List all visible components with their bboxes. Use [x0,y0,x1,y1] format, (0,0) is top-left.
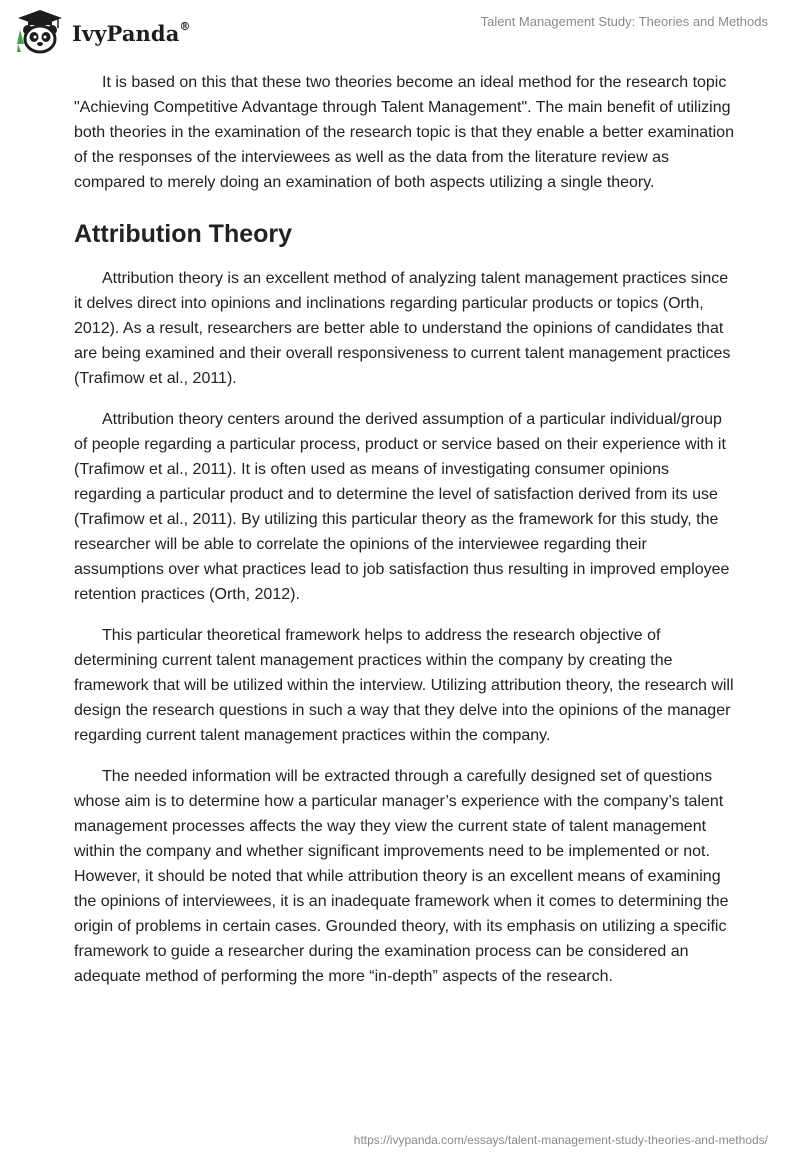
paragraph-intro: It is based on this that these two theories become an ideal method for the research topic "Achieving Competitive Advantage through Talent Management". The main benefit of utilizing both theories in the examination of the research topic is that they enable a better examination of the responses of the interviewees as well as the data from the literature review as compared to merely doing an examination of both aspects utilizing a single theory. [74,74,734,191]
section-heading-attribution-theory: Attribution Theory [74,220,293,248]
source-url[interactable]: https://ivypanda.com/essays/talent-management-study-theories-and-methods/ [353,1133,768,1147]
paragraph: Attribution theory is an excellent method of analyzing talent management practices since it delves direct into opinions and inclinations regarding particular products or topics (Orth, 2012). As a result, researchers are better able to understand the opinions of candidates that are being examined and their overall responsiveness to current talent management practices (Trafimow et al., 2011). [74,270,731,387]
document-title: Talent Management Study: Theories and Methods [480,14,768,29]
ivypanda-logo[interactable] [14,8,191,56]
paragraph: Attribution theory centers around the derived assumption of a particular individual/group of people regarding a particular process, product or service based on their experience with it (Trafimow et al., 2011). It is often used as means of investigating consumer opinions regarding a particular product and to determine the level of satisfaction derived from its use (Trafimow et al., 2011). By utilizing this particular theory as the framework for this study, the researcher will be able to correlate the opinions of the interviewee regarding their assumptions over what practices lead to job satisfaction thus resulting in improved employee retention practices (Orth, 2012). [74,411,730,603]
registered-mark: ® [179,19,191,33]
page-header [0,0,800,60]
brand-name: IvyPanda® [72,19,191,46]
paragraph: The needed information will be extracted through a carefully designed set of questions whose aim is to determine how a particular manager’s experience with the company’s talent management processes affects the way they view the current state of talent management within the company and whether significant improvements need to be implemented or not. However, it should be noted that while attribution theory is an excellent means of examining the opinions of interviewees, it is an inadequate framework when it comes to determining the origin of problems in certain cases. Grounded theory, with its emphasis on utilizing a specific framework to guide a researcher during the examination process can be considered an adequate method of performing the more “in-depth” aspects of the research. [74,768,729,985]
panda-graduate-icon [14,8,66,56]
essay-content [74,70,734,1005]
paragraph: This particular theoretical framework helps to address the research objective of determining current talent management practices within the company by creating the framework that will be utilized within the interview. Utilizing attribution theory, the research will design the research questions in such a way that they delve into the opinions of the manager regarding current talent management practices within the company. [74,627,734,744]
